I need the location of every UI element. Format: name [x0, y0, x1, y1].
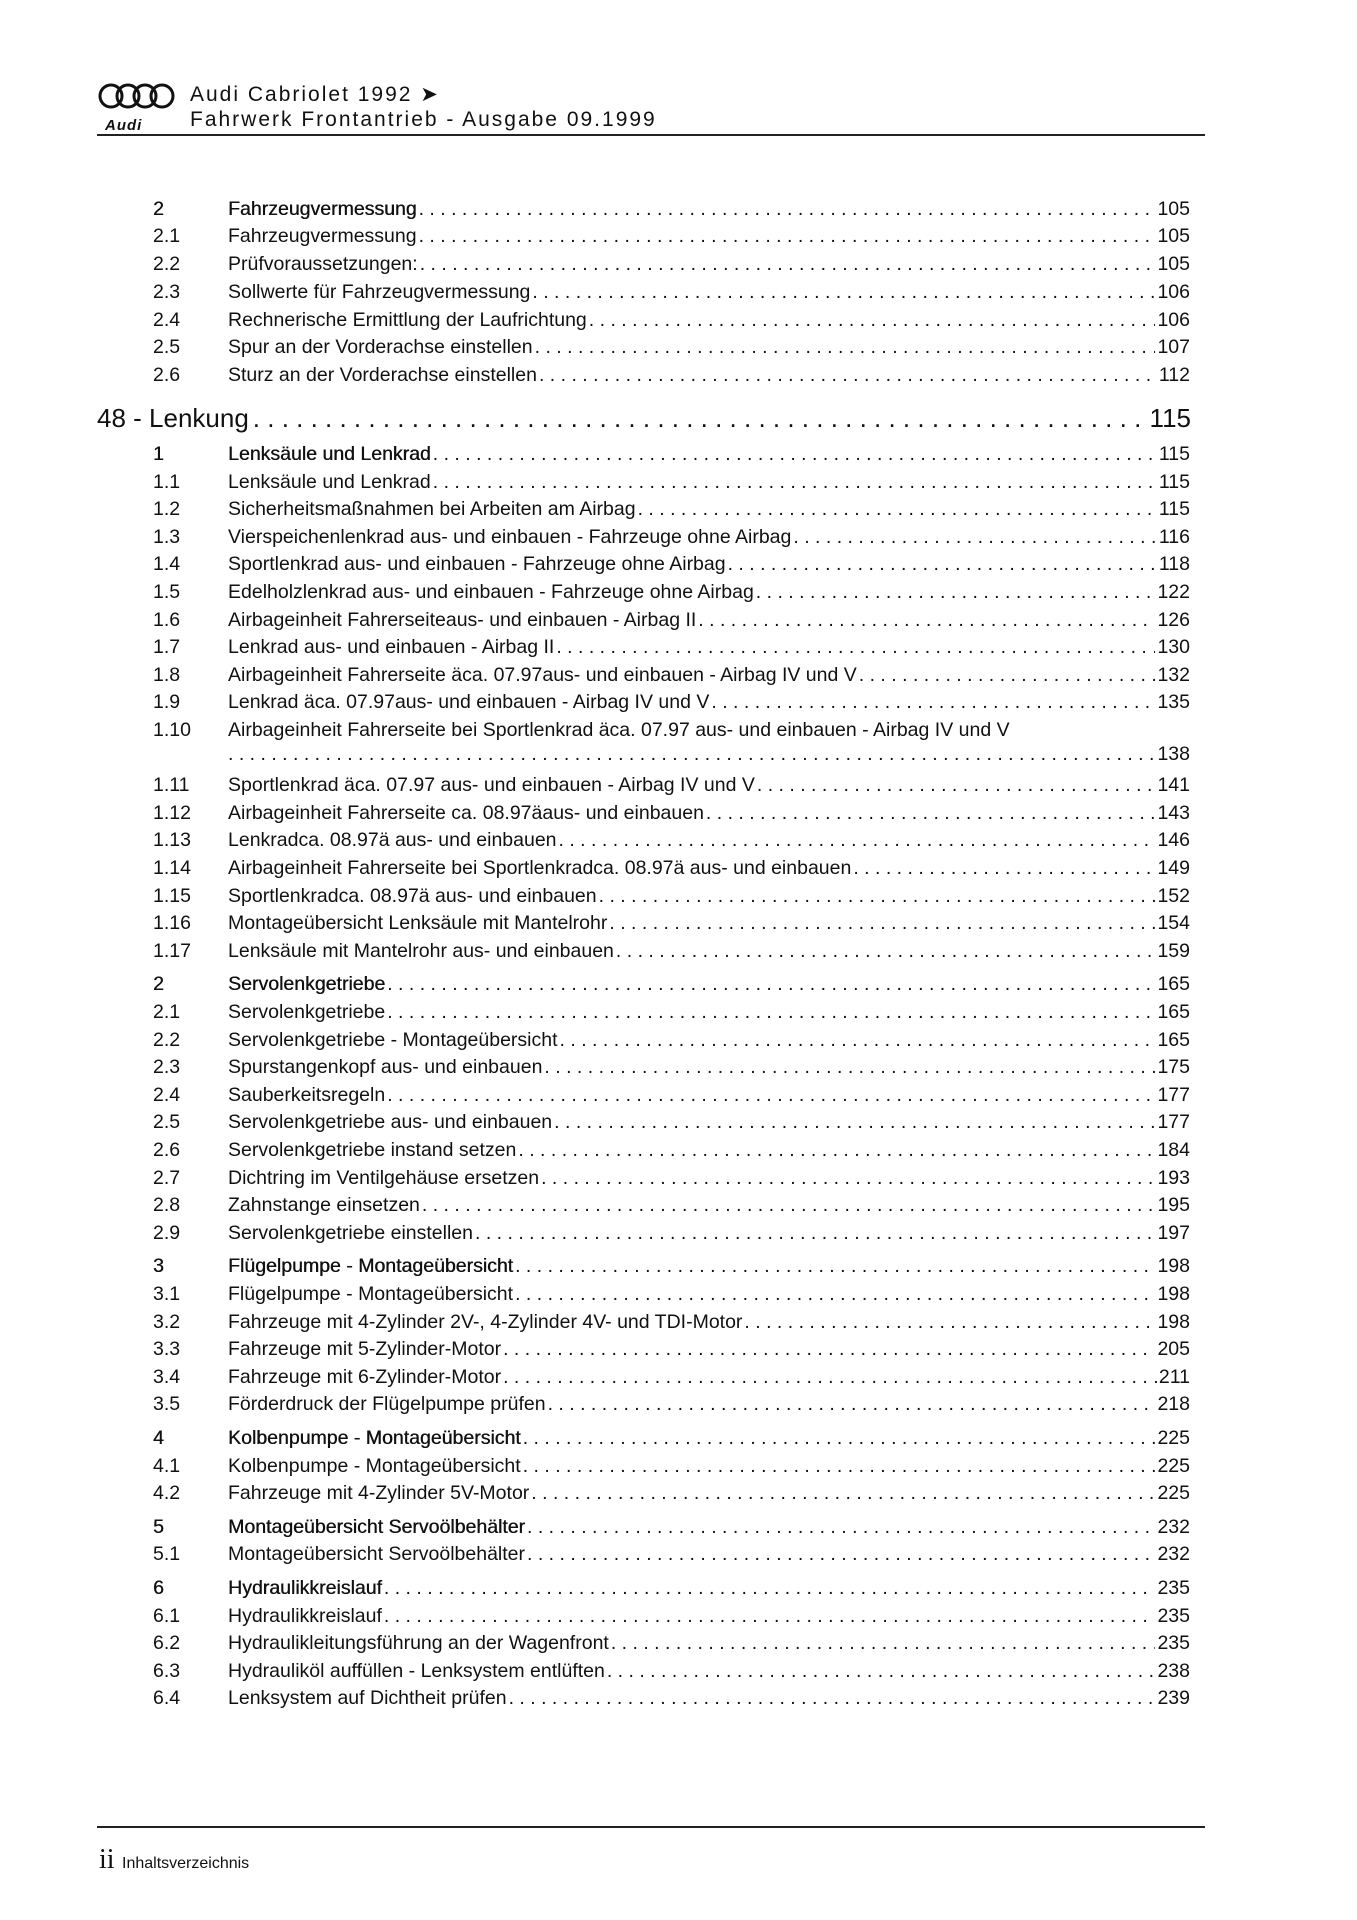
toc-entry-number: 1.7: [153, 636, 181, 658]
toc-entry[interactable]: [0, 1139, 1357, 1167]
toc-entry[interactable]: [0, 885, 1357, 913]
toc-entry-title: Flügelpumpe - Montageübersicht: [228, 1255, 514, 1277]
toc-entry-number: 1.6: [153, 609, 181, 631]
toc-entry[interactable]: [0, 309, 1357, 337]
toc-entry-page: 107: [1157, 336, 1190, 358]
toc-entry[interactable]: [0, 664, 1357, 692]
toc-entry[interactable]: [0, 1338, 1357, 1366]
toc-entry-number: 2.5: [153, 1111, 181, 1133]
leader-dots: [503, 1366, 1157, 1389]
toc-entry-title: Flügelpumpe - Montageübersicht: [228, 1283, 514, 1305]
toc-entry-number: 3.5: [153, 1393, 181, 1415]
toc-entry-title: Fahrzeuge mit 6-Zylinder-Motor: [228, 1366, 502, 1388]
toc-entry-title: Lenksäule und Lenkrad: [228, 443, 431, 465]
toc-entry-title: Sportlenkradca. 08.97ä aus- und einbauen: [228, 885, 597, 907]
toc-entry-number: 4.1: [153, 1455, 181, 1477]
toc-entry-number: 1.13: [153, 829, 191, 851]
toc-entry-page: 232: [1157, 1516, 1190, 1538]
toc-entry-page: 132: [1157, 664, 1190, 686]
toc-entry-title: Edelholzlenkrad aus- und einbauen - Fahrzeuge ohne Airbag: [228, 581, 754, 603]
leader-dots: [531, 1482, 1155, 1505]
toc-entry-page: 105: [1157, 253, 1190, 275]
toc-entry[interactable]: [0, 1194, 1357, 1222]
leader-dots: [515, 1255, 1155, 1278]
toc-entry-page: 232: [1157, 1543, 1190, 1565]
toc-entry-title: Prüfvoraussetzungen:: [228, 253, 418, 275]
toc-entry-page: 198: [1157, 1283, 1190, 1305]
toc-entry-number: 1.15: [153, 885, 191, 907]
toc-entry[interactable]: [0, 498, 1357, 526]
toc-entry[interactable]: [0, 1516, 1357, 1544]
toc-entry-number: 1.5: [153, 581, 181, 603]
chapter-heading[interactable]: [97, 403, 1191, 439]
toc-entry-page: 149: [1157, 857, 1190, 879]
toc-entry-page: 143: [1157, 802, 1190, 824]
toc-entry-number: 1: [153, 443, 164, 465]
toc-entry-title: Lenkradca. 08.97ä aus- und einbauen: [228, 829, 557, 851]
toc-entry-page: 225: [1157, 1427, 1190, 1449]
toc-entry-title: Zahnstange einsetzen: [228, 1194, 420, 1216]
toc-entry-page: 165: [1157, 1029, 1190, 1051]
toc-entry-page: 112: [1158, 364, 1190, 386]
toc-entry[interactable]: [0, 691, 1357, 719]
toc-entry-number: 2.6: [153, 364, 181, 386]
leader-dots: [527, 1543, 1155, 1566]
toc-entry-title: Kolbenpumpe - Montageübersicht: [228, 1455, 521, 1477]
toc-entry-title: Spur an der Vorderachse einstellen: [228, 336, 533, 358]
toc-entry-number: 3.1: [153, 1283, 181, 1305]
toc-entry-number: 2.7: [153, 1167, 181, 1189]
toc-entry[interactable]: [0, 857, 1357, 885]
toc-entry[interactable]: [0, 719, 1357, 765]
toc-entry[interactable]: [0, 1283, 1357, 1311]
leader-dots: [859, 664, 1156, 687]
toc-entry-page: 198: [1157, 1255, 1190, 1277]
audi-logo: [97, 80, 177, 132]
leader-dots: [853, 857, 1155, 880]
toc-entry-number: 1.17: [153, 940, 191, 962]
leader-dots: [607, 1660, 1156, 1683]
toc-entry-number: 4: [153, 1427, 164, 1449]
toc-entry-title: Servolenkgetriebe: [228, 973, 386, 995]
toc-entry-number: 1.9: [153, 691, 181, 713]
toc-entry-number: 1.1: [153, 471, 181, 493]
toc-entry-page: 105: [1157, 198, 1190, 220]
toc-entry[interactable]: [0, 281, 1357, 309]
toc-entry-page: 225: [1157, 1455, 1190, 1477]
leader-dots: [544, 1056, 1155, 1079]
toc-entry-number: 1.8: [153, 664, 181, 686]
toc-entry-number: 1.12: [153, 802, 191, 824]
leader-dots: [518, 1139, 1155, 1162]
leader-dots: [527, 1516, 1155, 1539]
toc-entry[interactable]: [0, 1084, 1357, 1112]
toc-entry[interactable]: [0, 1632, 1357, 1660]
toc-entry-title: Fahrzeuge mit 4-Zylinder 2V-, 4-Zylinder 4V- und TDI-Motor: [228, 1311, 743, 1333]
toc-entry[interactable]: [0, 1311, 1357, 1339]
leader-dots: [387, 1084, 1155, 1107]
toc-entry-page: 115: [1158, 471, 1190, 493]
toc-entry-number: 6: [153, 1577, 164, 1599]
toc-entry-page: 106: [1157, 309, 1190, 331]
toc-entry-title: Lenksäule und Lenkrad: [228, 471, 431, 493]
toc-entry-number: 3.2: [153, 1311, 181, 1333]
toc-entry[interactable]: [0, 1366, 1357, 1394]
toc-entry[interactable]: [0, 1427, 1357, 1455]
toc-entry[interactable]: [0, 940, 1357, 968]
toc-entry-title: Servolenkgetriebe: [228, 1001, 386, 1023]
leader-dots: [554, 1111, 1155, 1134]
toc-entry-number: 2: [153, 198, 164, 220]
toc-entry-number: 3.4: [153, 1366, 181, 1388]
toc-entry-number: 3.3: [153, 1338, 181, 1360]
toc-entry-page: 235: [1157, 1577, 1190, 1599]
toc-entry-page: 184: [1157, 1139, 1190, 1161]
toc-entry-number: 1.16: [153, 912, 191, 934]
toc-entry-page: 159: [1157, 940, 1190, 962]
toc-entry[interactable]: [0, 364, 1357, 392]
leader-dots: [420, 253, 1156, 276]
toc-entry-page: 165: [1157, 1001, 1190, 1023]
toc-entry[interactable]: [0, 1222, 1357, 1250]
toc-entry-title: Servolenkgetriebe instand setzen: [228, 1139, 517, 1161]
leader-dots: [548, 1393, 1156, 1416]
toc-entry-page: 238: [1157, 1660, 1190, 1682]
leader-dots: [535, 336, 1156, 359]
leader-dots: [711, 691, 1155, 714]
toc-entry-title: Hydrauliköl auffüllen - Lenksystem entlüften: [228, 1660, 605, 1682]
leader-dots: [756, 581, 1156, 604]
toc-entry[interactable]: [0, 1255, 1357, 1283]
toc-entry-title: Servolenkgetriebe - Montageübersicht: [228, 1029, 558, 1051]
toc-entry-page: 116: [1158, 526, 1190, 548]
toc-entry-title: Vierspeichenlenkrad aus- und einbauen - Fahrzeuge ohne Airbag: [228, 526, 792, 548]
toc-entry-title: Spurstangenkopf aus- und einbauen: [228, 1056, 543, 1078]
toc-entry-title: Servolenkgetriebe aus- und einbauen: [228, 1111, 553, 1133]
toc-entry[interactable]: [0, 471, 1357, 499]
toc-entry-page: 130: [1157, 636, 1190, 658]
toc-entry-number: 6.2: [153, 1632, 181, 1654]
toc-entry-title: Fahrzeugvermessung: [228, 225, 417, 247]
leader-dots: [253, 403, 1147, 434]
toc-entry[interactable]: [0, 1577, 1357, 1605]
leader-dots: [560, 1029, 1156, 1052]
toc-entry[interactable]: [0, 609, 1357, 637]
leader-dots: [559, 829, 1156, 852]
toc-entry-page: 105: [1157, 225, 1190, 247]
toc-entry-page: 146: [1157, 829, 1190, 851]
toc-entry-page: 235: [1157, 1605, 1190, 1627]
toc-entry-number: 2.6: [153, 1139, 181, 1161]
toc-entry-number: 6.3: [153, 1660, 181, 1682]
toc-entry-page: 141: [1157, 774, 1190, 796]
toc-entry-title: Sportlenkrad aus- und einbauen - Fahrzeuge ohne Airbag: [228, 553, 726, 575]
toc-entry-number: 1.4: [153, 553, 181, 575]
toc-entry-page: 106: [1157, 281, 1190, 303]
toc-entry[interactable]: [0, 336, 1357, 364]
toc-entry-title: Sturz an der Vorderachse einstellen: [228, 364, 537, 386]
toc-entry-number: 2.3: [153, 281, 181, 303]
toc-entry-page: 235: [1157, 1632, 1190, 1654]
toc-entry[interactable]: [0, 1111, 1357, 1139]
toc-entry-number: 2: [153, 973, 164, 995]
leader-dots: [589, 309, 1156, 332]
toc-entry-title: Rechnerische Ermittlung der Laufrichtung: [228, 309, 587, 331]
toc-entry-title: Airbageinheit Fahrerseite ca. 08.97äaus- und einbauen: [228, 802, 704, 824]
leader-dots: [433, 471, 1157, 494]
toc-entry-title: Hydraulikkreislauf: [228, 1605, 382, 1627]
toc-entry[interactable]: [0, 443, 1357, 471]
leader-dots: [509, 1687, 1156, 1710]
leader-dots: [523, 1427, 1156, 1450]
leader-dots: [757, 774, 1156, 797]
toc-entry-number: 2.2: [153, 1029, 181, 1051]
toc-entry-number: 3: [153, 1255, 164, 1277]
audi-rings-icon: [97, 80, 177, 114]
toc-entry-page: 177: [1157, 1111, 1190, 1133]
toc-entry[interactable]: [0, 636, 1357, 664]
leader-dots: [541, 1167, 1155, 1190]
leader-dots: [609, 912, 1155, 935]
leader-dots: [638, 498, 1157, 521]
toc-entry-page: 195: [1157, 1194, 1190, 1216]
toc-entry-title: Montageübersicht Servoölbehälter: [228, 1516, 526, 1538]
leader-dots: [744, 1311, 1155, 1334]
toc-entry-page: 154: [1157, 912, 1190, 934]
toc-entry-number: 1.2: [153, 498, 181, 520]
toc-entry-page: 239: [1157, 1687, 1190, 1709]
leader-dots: [433, 443, 1157, 466]
chapter-page: 115: [1149, 403, 1191, 433]
toc-entry-number: 2.1: [153, 225, 181, 247]
toc-entry[interactable]: [0, 225, 1357, 253]
toc-entry-title: Kolbenpumpe - Montageübersicht: [228, 1427, 521, 1449]
toc-entry[interactable]: [0, 1393, 1357, 1421]
leader-dots: [698, 609, 1155, 632]
leader-dots: [706, 802, 1156, 825]
header-title: Audi Cabriolet 1992 ➤: [190, 83, 440, 106]
toc-entry-title: Lenksäule mit Mantelrohr aus- und einbauen: [228, 940, 614, 962]
toc-entry-page: 122: [1157, 581, 1190, 603]
leader-dots: [728, 553, 1157, 576]
toc-entry-title: Fahrzeuge mit 4-Zylinder 5V-Motor: [228, 1482, 530, 1504]
toc-entry-number: 1.10: [153, 719, 191, 741]
toc-entry-number: 6.1: [153, 1605, 181, 1627]
toc-entry-title: Hydraulikleitungsführung an der Wagenfront: [228, 1632, 609, 1654]
footer-label: Inhaltsverzeichnis: [122, 1855, 250, 1872]
toc-entry-page: 218: [1157, 1393, 1190, 1415]
toc-entry-title: Airbageinheit Fahrerseite äca. 07.97aus- und einbauen - Airbag IV und V: [228, 664, 857, 686]
toc-entry[interactable]: [0, 253, 1357, 281]
toc-entry-page: 177: [1157, 1084, 1190, 1106]
leader-dots: [419, 225, 1156, 248]
leader-dots: [616, 940, 1156, 963]
toc-entry-title: Hydraulikkreislauf: [228, 1577, 382, 1599]
toc-entry[interactable]: [0, 1482, 1357, 1510]
toc-entry-title: Servolenkgetriebe einstellen: [228, 1222, 473, 1244]
toc-entry-page: 197: [1157, 1222, 1190, 1244]
toc-entry[interactable]: [0, 1687, 1357, 1715]
leader-dots: [384, 1605, 1156, 1628]
leader-dots: [228, 743, 1155, 766]
toc-entry-number: 2.9: [153, 1222, 181, 1244]
leader-dots: [793, 526, 1157, 549]
toc-entry-number: 5: [153, 1516, 164, 1538]
toc-entry-title: Airbageinheit Fahrerseite bei Sportlenkrad äca. 07.97 aus- und einbauen - Airbag IV und V: [228, 719, 1010, 741]
leader-dots: [475, 1222, 1155, 1245]
toc-entry-page: 126: [1157, 609, 1190, 631]
audi-wordmark: Audi: [105, 117, 143, 134]
toc-entry-number: 2.4: [153, 1084, 181, 1106]
leader-dots: [599, 885, 1156, 908]
toc-entry[interactable]: [0, 802, 1357, 830]
header-subtitle: Fahrwerk Frontantrieb - Ausgabe 09.1999: [190, 108, 657, 131]
toc-entry-number: 1.11: [153, 774, 190, 796]
toc-entry-page: 115: [1158, 443, 1190, 465]
toc-entry-number: 2.1: [153, 1001, 181, 1023]
leader-dots: [539, 364, 1157, 387]
chapter-title: 48 - Lenkung: [97, 403, 249, 433]
leader-dots: [387, 1001, 1155, 1024]
toc-entry-page: 225: [1157, 1482, 1190, 1504]
footer-page-number: ii: [99, 1844, 115, 1875]
toc-entry-number: 6.4: [153, 1687, 181, 1709]
toc-entry[interactable]: [0, 198, 1357, 226]
toc-entry-title: Dichtring im Ventilgehäuse ersetzen: [228, 1167, 540, 1189]
toc-entry[interactable]: [0, 1455, 1357, 1483]
toc-entry-number: 1.3: [153, 526, 181, 548]
toc-entry-number: 2.4: [153, 309, 181, 331]
toc-entry[interactable]: [0, 1056, 1357, 1084]
toc-entry-page: 135: [1157, 691, 1190, 713]
page-footer: [97, 1826, 1205, 1878]
page-header: [97, 76, 1205, 136]
toc-entry-page: 138: [1157, 743, 1190, 765]
toc-entry[interactable]: [0, 1001, 1357, 1029]
toc-entry[interactable]: [0, 526, 1357, 554]
leader-dots: [503, 1338, 1155, 1361]
toc-entry[interactable]: [0, 1029, 1357, 1057]
toc-entry-number: 2.3: [153, 1056, 181, 1078]
leader-dots: [422, 1194, 1156, 1217]
toc-entry-page: 175: [1157, 1056, 1190, 1078]
toc-entry[interactable]: [0, 1660, 1357, 1688]
toc-entry-title: Lenkrad aus- und einbauen - Airbag II: [228, 636, 555, 658]
toc-entry-page: 205: [1157, 1338, 1190, 1360]
toc-entry-page: 193: [1157, 1167, 1190, 1189]
toc-entry-title: Montageübersicht Lenksäule mit Mantelrohr: [228, 912, 608, 934]
toc-entry[interactable]: [0, 553, 1357, 581]
toc-entry-title: Sicherheitsmaßnahmen bei Arbeiten am Airbag: [228, 498, 636, 520]
toc-entry-title: Lenksystem auf Dichtheit prüfen: [228, 1687, 507, 1709]
toc-entry-page: 198: [1157, 1311, 1190, 1333]
toc-entry-title: Förderdruck der Flügelpumpe prüfen: [228, 1393, 546, 1415]
toc-entry-title: Sportlenkrad äca. 07.97 aus- und einbauen - Airbag IV und V: [228, 774, 755, 796]
toc-entry-page: 152: [1157, 885, 1190, 907]
toc-entry-title: Montageübersicht Servoölbehälter: [228, 1543, 526, 1565]
toc-entry[interactable]: [0, 1167, 1357, 1195]
toc-entry[interactable]: [0, 1605, 1357, 1633]
toc-entry[interactable]: [0, 912, 1357, 940]
leader-dots: [515, 1283, 1155, 1306]
toc-entry-title: Airbageinheit Fahrerseiteaus- und einbauen - Airbag II: [228, 609, 697, 631]
leader-dots: [419, 198, 1156, 221]
toc-entry-title: Airbageinheit Fahrerseite bei Sportlenkradca. 08.97ä aus- und einbauen: [228, 857, 852, 879]
toc-entry-page: 165: [1157, 973, 1190, 995]
toc-entry-page: 115: [1158, 498, 1190, 520]
toc-entry[interactable]: [0, 581, 1357, 609]
toc-entry-title: Sauberkeitsregeln: [228, 1084, 386, 1106]
leader-dots: [387, 973, 1155, 996]
toc-entry-number: 2.2: [153, 253, 181, 275]
leader-dots: [556, 636, 1155, 659]
toc-entry-title: Fahrzeuge mit 5-Zylinder-Motor: [228, 1338, 502, 1360]
leader-dots: [611, 1632, 1156, 1655]
toc-entry-number: 1.14: [153, 857, 191, 879]
toc-entry-title: Sollwerte für Fahrzeugvermessung: [228, 281, 531, 303]
leader-dots: [523, 1455, 1156, 1478]
toc-entry[interactable]: [0, 1543, 1357, 1571]
toc-entry-title: Lenkrad äca. 07.97aus- und einbauen - Airbag IV und V: [228, 691, 710, 713]
toc-entry-title: Fahrzeugvermessung: [228, 198, 417, 220]
toc-entry[interactable]: [0, 973, 1357, 1001]
toc-entry-page: 118: [1158, 553, 1190, 575]
toc-entry[interactable]: [0, 829, 1357, 857]
toc-entry[interactable]: [0, 774, 1357, 802]
leader-dots: [532, 281, 1155, 304]
leader-dots: [384, 1577, 1156, 1600]
toc-entry-page: 211: [1158, 1366, 1190, 1388]
toc-entry-number: 2.8: [153, 1194, 181, 1216]
toc-entry-number: 2.5: [153, 336, 181, 358]
toc-entry-number: 4.2: [153, 1482, 181, 1504]
toc-entry-number: 5.1: [153, 1543, 181, 1565]
